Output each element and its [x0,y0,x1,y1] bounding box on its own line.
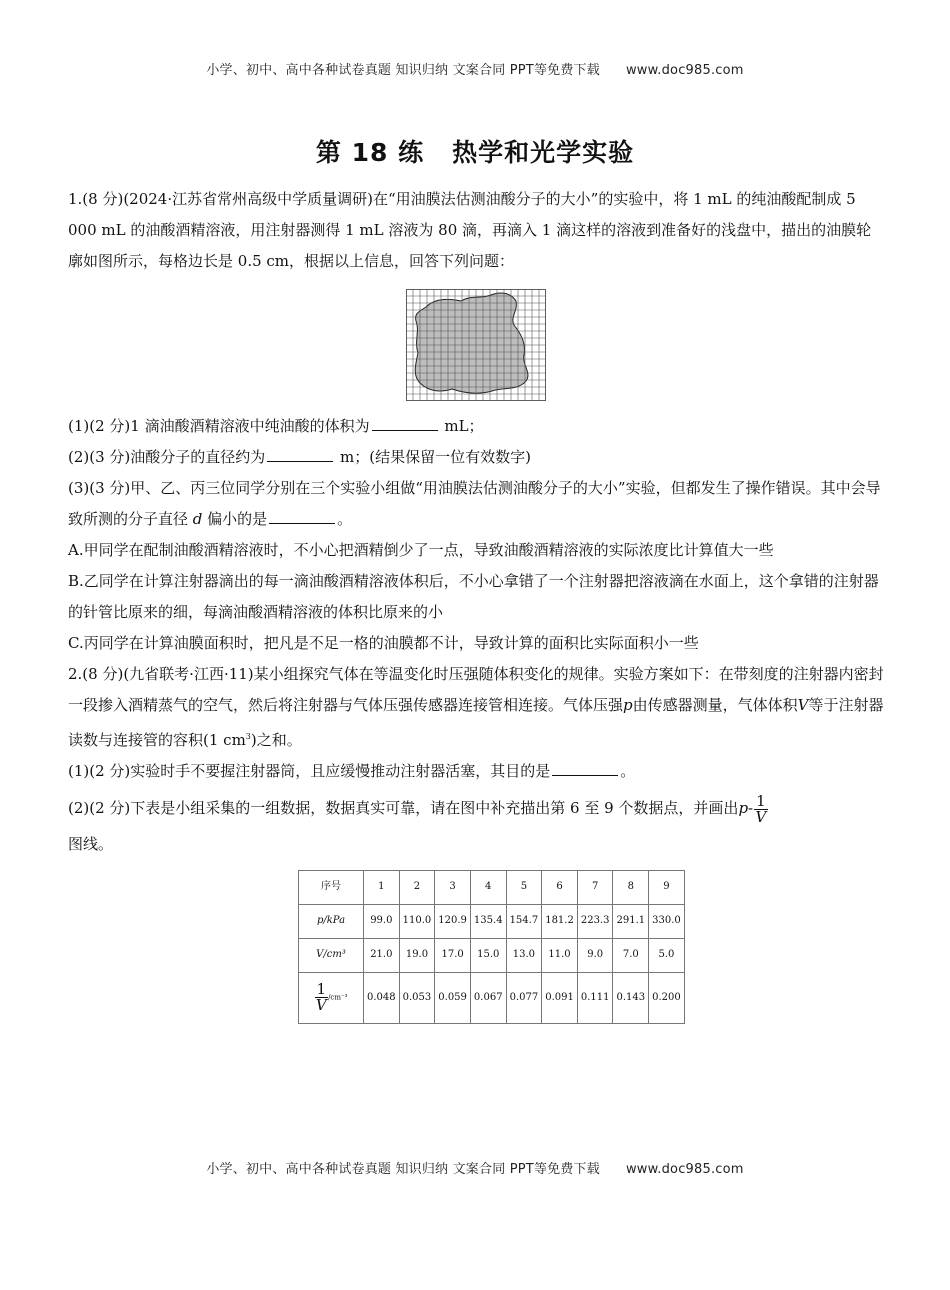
q2-sub2 [68,793,884,825]
q2-sub2-fraction [754,791,768,826]
table-cell: 21.0 [364,938,400,972]
q2-var-v: V [797,696,809,714]
table-cell: 2 [399,870,435,904]
table-row [299,870,685,904]
footer-site: www.doc985.com [625,1162,744,1177]
inv-frac [315,982,329,1013]
frac-num: 1 [756,791,766,810]
q1-sub2 [68,442,884,473]
table-cell: 154.7 [506,904,542,938]
oil-film-figure [68,289,884,401]
table-cell: 0.091 [542,972,578,1023]
footer-text: 小学、初中、高中各种试卷真题 知识归纳 文案合同 PPT等免费下载 [206,1162,600,1177]
q2-stem-sup: 3 [245,732,251,741]
header-text: 小学、初中、高中各种试卷真题 知识归纳 文案合同 PPT等免费下载 [206,63,600,78]
table-row [299,904,685,938]
table-cell: 120.9 [435,904,471,938]
title-part2: 热学和光学实验 [452,138,635,167]
table-cell: 0.067 [470,972,506,1023]
q1-sub1 [68,411,884,442]
frac-den: V [755,807,767,826]
table-cell: 0.143 [613,972,649,1023]
data-table [298,870,685,1024]
table-cell: 0.200 [649,972,685,1023]
table-row [299,938,685,972]
table-cell: 3 [435,870,471,904]
table-cell: 17.0 [435,938,471,972]
q2-var-p: p [623,696,633,714]
q2-sub2-dash: - [748,799,754,817]
page-footer [0,1158,950,1177]
table-cell: 0.059 [435,972,471,1023]
q1-sub2-unit: m；(结果保留一位有效数字) [335,448,531,466]
header-site: www.doc985.com [625,63,744,78]
q2-stem-a: 2.(8 分)(九省联考·江西·11)某小组探究气体在等温变化时压强随体积变化的规律。实验方案如下：在带刻度的注射器内密封一段掺入酒精蒸气的空气，然后将注射器与气体压强传感器连接管相连接。气体压强 [68,665,884,714]
q2-sub2-text: (2)(2 分)下表是小组采集的一组数据，数据真实可靠，请在图中补充描出第 6 至 9 个数据点，并画出 [68,799,739,817]
table-cell: 15.0 [470,938,506,972]
q1-sub3-blank[interactable] [269,509,335,524]
inv-unit: /cm⁻³ [328,993,348,1002]
table-cell: 99.0 [364,904,400,938]
q1-stem: 1.(8 分)(2024·江苏省常州高级中学质量调研)在“用油膜法估测油酸分子的大小”的实验中，将 1 mL 的纯油酸配制成 5 000 mL 的油酸酒精溶液，用注射器测得 1 mL 溶液为 80 滴，再滴入 1 滴这样的溶液到准备好的浅盘中，描出的油膜轮廓如图所示，每格边长是 0.5 cm，根据以上信息，回答下列问题： [68,190,872,270]
q1-option-c: C.丙同学在计算油膜面积时，把凡是不足一格的油膜都不计，导致计算的面积比实际面积小一些 [68,634,699,652]
q2-sub1-text: (1)(2 分)实验时手不要握注射器筒，且应缓慢推动注射器活塞，其目的是 [68,762,551,780]
table-cell: 223.3 [577,904,613,938]
table-cell: 135.4 [470,904,506,938]
q2-sub1 [68,756,884,787]
q1-sub3 [68,473,884,535]
table-cell: 0.111 [577,972,613,1023]
q1-sub1-text: (1)(2 分)1 滴油酸酒精溶液中纯油酸的体积为 [68,417,370,435]
table-cell: 291.1 [613,904,649,938]
q1-option-b: B.乙同学在计算注射器滴出的每一滴油酸酒精溶液体积后，不小心拿错了一个注射器把溶液滴在水面上，这个拿错的注射器的针管比原来的细，每滴油酸酒精溶液的体积比原来的小 [68,572,879,621]
table-cell: 7 [577,870,613,904]
table-cell: 11.0 [542,938,578,972]
q1-sub2-blank[interactable] [267,447,333,462]
oil-film-grid-image [406,289,546,401]
table-header-volume: V/cm³ [299,938,364,972]
inv-frac-num: 1 [316,980,327,998]
q2-stem-c: 等于注射器读数与连接管的容积(1 cm [68,696,884,749]
q1-sub3-end: 。 [337,510,353,528]
q1-sub1-blank[interactable] [372,416,438,431]
inv-frac-den: V [315,996,327,1014]
q2-stem [68,659,884,756]
page-title [0,133,950,169]
table-cell: 1 [364,870,400,904]
q1-sub3-text: (3)(3 分)甲、乙、丙三位同学分别在三个实验小组做“用油膜法估测油酸分子的大小”实验，但都发生了操作错误。其中会导致所测的分子直径 [68,479,881,528]
table-cell: 8 [613,870,649,904]
main-content [68,184,884,1024]
q2-sub1-end: 。 [620,762,636,780]
table-cell: 19.0 [399,938,435,972]
table-header-inverse-volume [299,972,364,1023]
q2-sub1-blank[interactable] [552,761,618,776]
table-cell: 0.077 [506,972,542,1023]
table-cell: 5 [506,870,542,904]
table-cell: 4 [470,870,506,904]
title-part1: 第 18 练 [315,138,425,167]
table-cell: 13.0 [506,938,542,972]
table-cell: 7.0 [613,938,649,972]
table-cell: 6 [542,870,578,904]
q1-sub2-text: (2)(3 分)油酸分子的直径约为 [68,448,266,466]
q2-stem-d: )之和。 [250,731,302,749]
table-cell: 110.0 [399,904,435,938]
table-cell: 5.0 [649,938,685,972]
q2-stem-b: 由传感器测量，气体体积 [632,696,798,714]
table-cell: 0.053 [399,972,435,1023]
q2-sub2-var: p [738,799,749,817]
q1-option-a: A.甲同学在配制油酸酒精溶液时，不小心把酒精倒少了一点，导致油酸酒精溶液的实际浓度比计算值大一些 [68,541,774,559]
q2-sub2-end: 图线。 [68,834,114,853]
table-cell: 9 [649,870,685,904]
table-cell: 330.0 [649,904,685,938]
table-cell: 0.048 [364,972,400,1023]
table-header-index: 序号 [299,870,364,904]
q1-sub3-var: d [192,510,203,528]
q1-sub3-text2: 偏小的是 [202,510,268,528]
q1-sub1-unit: mL； [439,417,484,435]
table-cell: 9.0 [577,938,613,972]
page-header [0,59,950,78]
table-row [299,972,685,1023]
table-header-pressure: p/kPa [299,904,364,938]
table-cell: 181.2 [542,904,578,938]
